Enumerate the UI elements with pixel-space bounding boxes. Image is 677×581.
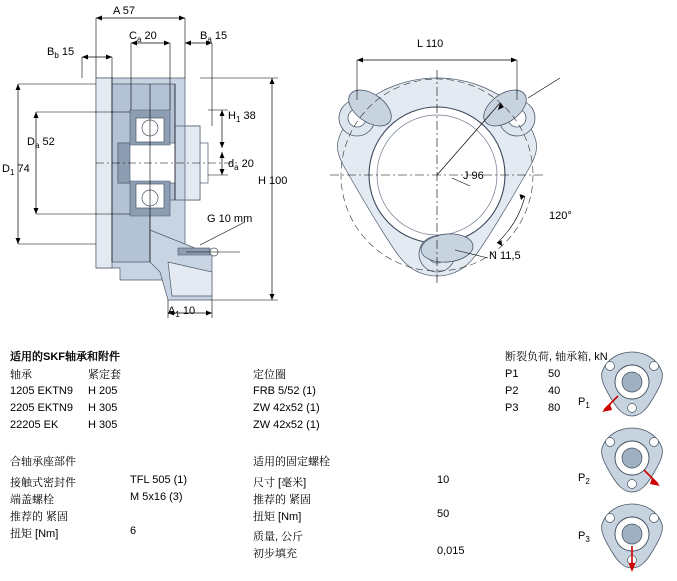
table-row: 扭矩 [Nm] [10, 528, 59, 540]
dim-label-da: $d_a$ 20 [228, 158, 254, 173]
table-row: 10 [437, 474, 450, 486]
dim-label-G: G 10 mm [207, 213, 253, 225]
dim-label-A: A 57 [113, 5, 136, 17]
table-row: ZW 42x52 (1) [253, 402, 320, 414]
table-row: 扭矩 [Nm] [253, 511, 302, 523]
table-row: P3 [505, 402, 519, 414]
table-row: 2205 EKTN9 [10, 402, 73, 414]
table-row: H 305 [88, 402, 118, 414]
table-row: 40 [548, 385, 561, 397]
loads-table-title: 断裂负荷, 轴承箱, kN [505, 351, 608, 363]
table-row: TFL 505 (1) [130, 474, 188, 486]
table-row: 接触式密封件 [10, 477, 76, 489]
dim-label-N: N 11,5 [489, 250, 521, 262]
load-figure-label-p3: $P_3$ [578, 530, 590, 545]
bearings-table-title: 适用的SKF轴承和附件 [10, 351, 120, 363]
table-row: P1 [505, 368, 519, 380]
table-row: 端盖螺栓 [10, 494, 54, 506]
load-figure-label-p1: $P_1$ [578, 396, 590, 411]
bearings-table [10, 348, 120, 364]
table-row: 初步填充 [253, 548, 297, 560]
dim-label-Ba: $B_a$ 15 [200, 30, 228, 45]
table-row: M 5x16 (3) [130, 491, 183, 503]
table-row: 80 [548, 402, 561, 414]
dim-label-J: J 96 [463, 170, 484, 182]
table-row: 22205 EK [10, 419, 59, 431]
table-row: 6 [130, 525, 137, 537]
mass-table-title: 质量, 公斤 [253, 531, 304, 543]
tables-area [0, 340, 677, 581]
load-figures [596, 348, 668, 573]
dim-label-D1: $D_1$ 74 [2, 163, 30, 178]
table-row: 50 [437, 508, 450, 520]
load-figure-p3 [602, 504, 663, 572]
load-figure-p2 [602, 428, 663, 492]
table-row: 尺寸 [毫米] [253, 477, 307, 489]
table-row: P2 [505, 385, 519, 397]
housing-table-title: 合轴承座部件 [10, 456, 76, 468]
bearings-col-bearing: 轴承 [10, 369, 32, 381]
dim-label-angle: 120° [549, 210, 572, 222]
bearings-col-sleeve: 紧定套 [88, 369, 121, 381]
table-row: H 205 [88, 385, 118, 397]
dim-label-Ca: $C_a$ 20 [129, 30, 157, 45]
dim-label-Da: $D_a$ 52 [27, 136, 55, 151]
dim-label-L: L 110 [417, 38, 444, 50]
bolts-table-title: 适用的固定螺栓 [253, 456, 330, 468]
table-row: 0,015 [437, 545, 465, 557]
table-row: 推荐的 紧固 [253, 494, 312, 506]
table-row: 50 [548, 368, 561, 380]
table-row: 1205 EKTN9 [10, 385, 73, 397]
table-row: 推荐的 紧固 [10, 511, 69, 523]
dim-label-A1: $A_1$ 10 [168, 305, 196, 320]
dim-label-Bb: $B_b$ 15 [47, 46, 75, 61]
side-view-geometry [96, 78, 240, 300]
table-row: ZW 42x52 (1) [253, 419, 320, 431]
bearings-col-ring: 定位圈 [253, 369, 286, 381]
table-row: FRB 5/52 (1) [253, 385, 316, 397]
load-figure-p1 [602, 352, 663, 416]
table-row: H 305 [88, 419, 118, 431]
load-figure-label-p2: $P_2$ [578, 472, 590, 487]
dim-label-H1: $H_1$ 38 [228, 110, 256, 125]
dim-label-H: H 100 [258, 175, 288, 187]
